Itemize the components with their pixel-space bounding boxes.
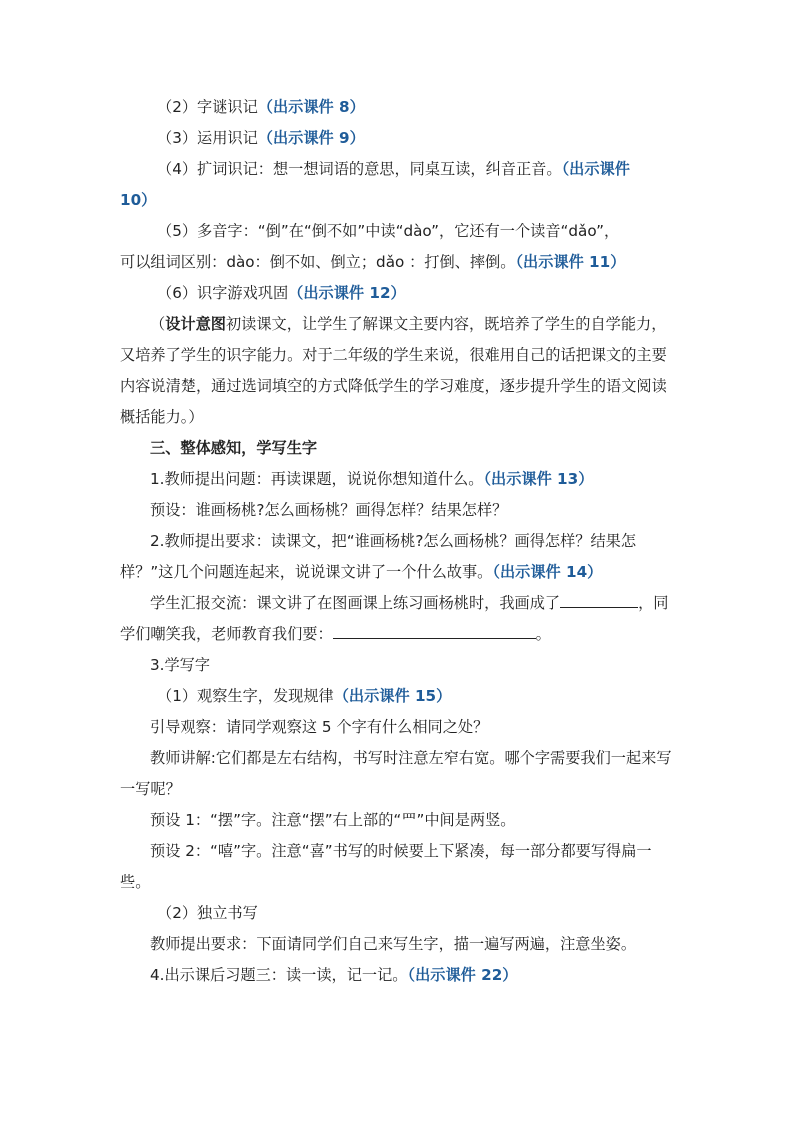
design-intent-text: 初读课文，让学生了解课文主要内容，既培养了学生的自学能力，又培养了学生的识字能力。对于二年级的学生来说，很难用自己的话把课文的主要内容说清楚，通过选词填空的方式降低学生的学习难度，逐步提升学生的语文阅读概括能力。） <box>120 315 667 426</box>
courseware-ref-14: （出示课件 14） <box>492 563 603 581</box>
line-game-text: （6）识字游戏巩固 <box>157 284 289 302</box>
line-expand-text: （4）扩词识记：想一想词语的意思，同桌互读，纠音正音。 <box>157 160 562 178</box>
step-1-preset: 预设：谁画杨桃?怎么画杨桃？画得怎样？结果怎样？ <box>150 501 508 519</box>
fill-blank-2 <box>333 622 536 639</box>
design-intent-paragraph <box>120 309 676 433</box>
step-2-report-text1: 学生汇报交流：课文讲了在图画课上练习画杨桃时，我画成了 <box>150 594 561 612</box>
step-1 <box>120 464 676 495</box>
line-game <box>120 278 676 309</box>
courseware-ref-13: （出示课件 13） <box>483 470 594 488</box>
step-2 <box>120 526 676 588</box>
courseware-ref-22: （出示课件 22） <box>407 966 518 984</box>
step-3-teacher-label: 教师讲解 <box>150 749 211 767</box>
step-2-report-text2: 同学们嘲笑我，老师教育我们要： <box>120 594 669 643</box>
step-3-title: 3.学写字 <box>150 656 211 674</box>
step-3-preset-2: 预设 2：“嘻”字。注意“喜”书写的时候要上下紧凑，每一部分都要写得扁一些。 <box>120 842 652 891</box>
step-4-text: 4.出示课后习题三：读一读，记一记。 <box>150 966 408 984</box>
line-polyphone-text2: 可以组词区别：dào：倒不如、倒立；dǎo ：打倒、摔倒。 <box>120 253 516 271</box>
step-3-2: （2）独立书写 <box>157 904 258 922</box>
courseware-ref-8: （出示课件 8） <box>257 98 365 116</box>
step-3-1 <box>120 681 676 712</box>
step-3-teacher-text: 它们都是左右结构，书写时注意左窄右宽。哪个字需要我们一起来写一写呢？ <box>120 749 672 798</box>
step-2-report-end: 。 <box>535 625 551 643</box>
line-polyphone-text1: （5）多音字：“倒”在“倒不如”中读“dào”，它还有一个读音“dǎo”， <box>157 222 620 240</box>
step-2-report <box>120 588 676 650</box>
courseware-ref-10a: （出示课件 <box>561 160 630 178</box>
courseware-ref-15: （出示课件 15） <box>333 687 452 705</box>
step-3-1-text: （1）观察生字，发现规律 <box>157 687 334 705</box>
courseware-ref-11: （出示课件 11） <box>515 253 626 271</box>
section-three-heading: 三、整体感知，学写生字 <box>150 439 318 457</box>
step-3-2-requirement: 教师提出要求：下面请同学们自己来写生字，描一遍写两遍，注意坐姿。 <box>150 935 636 953</box>
courseware-ref-12: （出示课件 12） <box>288 284 406 302</box>
step-3-guide: 引导观察：请同学观察这 5 个字有什么相同之处？ <box>150 718 489 736</box>
line-usage <box>120 123 676 154</box>
line-polyphone <box>120 216 676 278</box>
line-riddle <box>120 92 676 123</box>
design-intent-label: 设计意图 <box>165 315 226 333</box>
step-2-text: 2.教师提出要求：读课文，把“谁画杨桃?怎么画杨桃？画得怎样？结果怎样？”这几个问题连起来，说说课文讲了一个什么故事。 <box>120 532 637 581</box>
step-2-report-comma: ， <box>638 594 654 612</box>
line-expand <box>120 154 676 216</box>
step-3-teacher-colon: : <box>210 749 216 767</box>
design-open-paren: （ <box>150 315 166 333</box>
document-page <box>120 92 676 991</box>
courseware-ref-10b: 10） <box>120 191 157 209</box>
line-riddle-text: （2）字谜识记 <box>157 98 258 116</box>
courseware-ref-9: （出示课件 9） <box>257 129 365 147</box>
step-4 <box>120 960 676 991</box>
fill-blank-1 <box>560 591 638 608</box>
step-3-preset-1: 预设 1：“摆”字。注意“摆”右上部的“罒”中间是两竖。 <box>150 811 516 829</box>
step-1-text: 1.教师提出问题：再读课题，说说你想知道什么。 <box>150 470 484 488</box>
step-3-teacher <box>120 743 676 805</box>
line-usage-text: （3）运用识记 <box>157 129 258 147</box>
